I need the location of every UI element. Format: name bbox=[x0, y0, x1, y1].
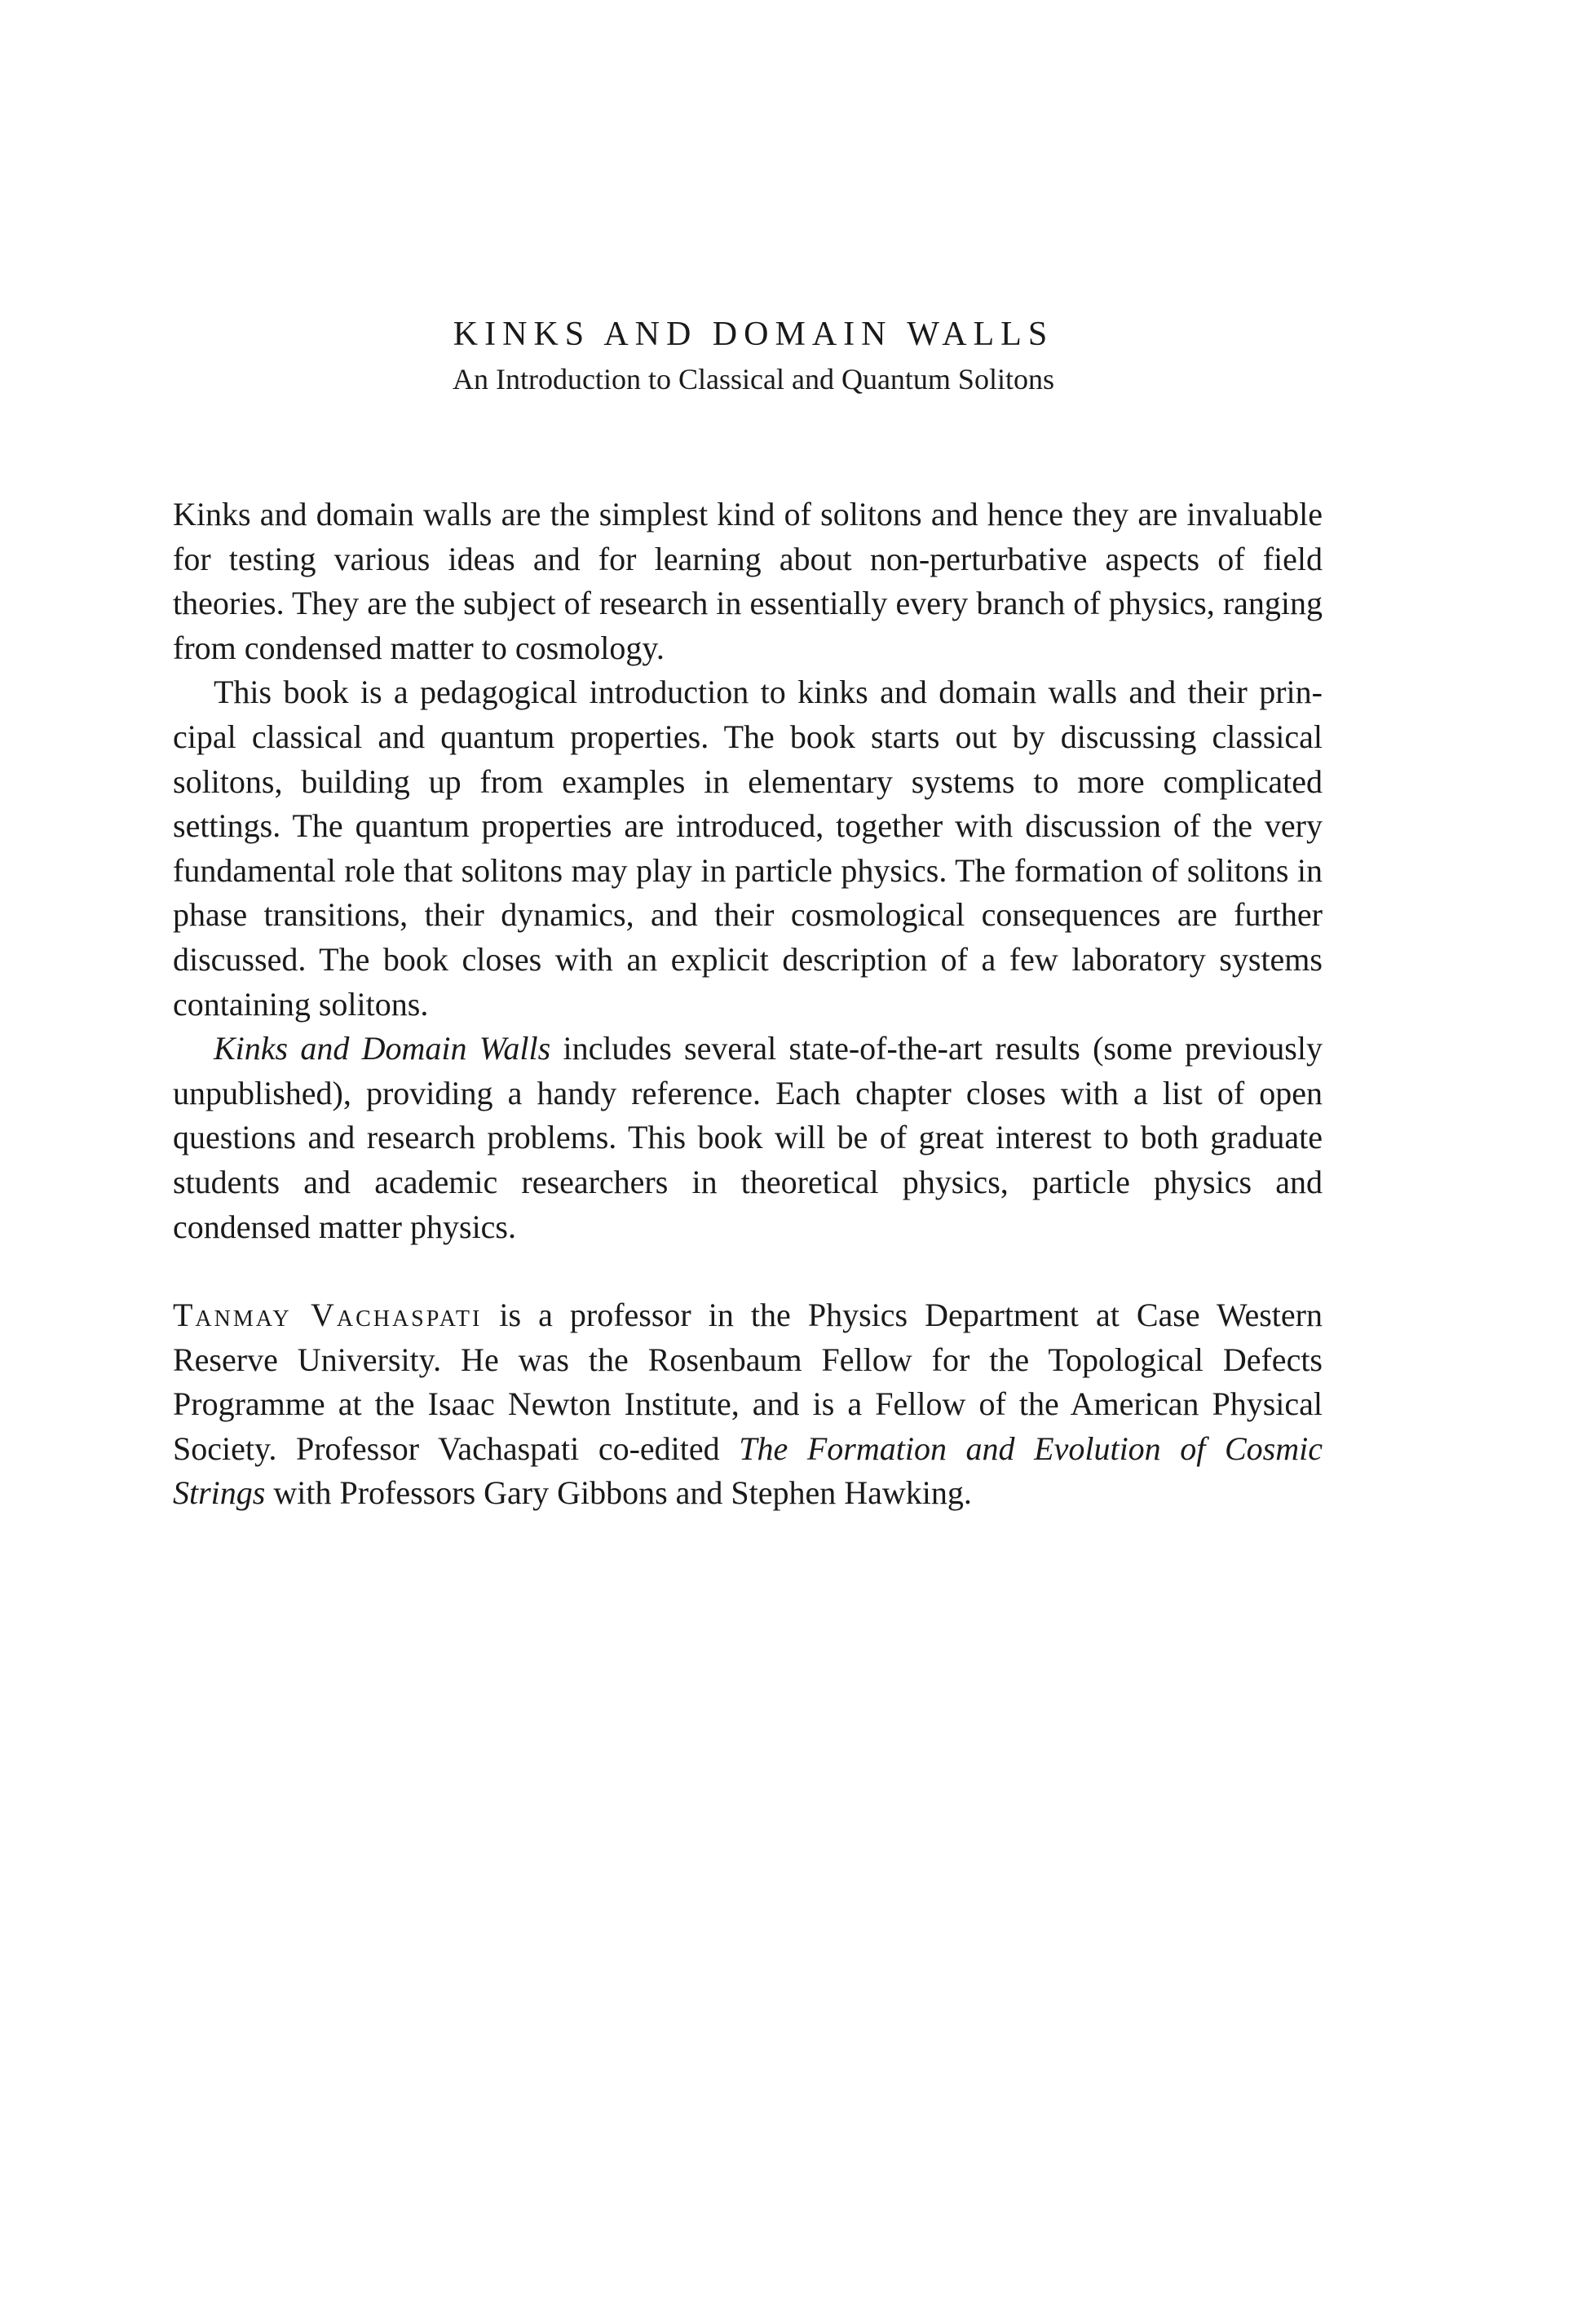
author-bio-text-2: with Professors Gary Gibbons and Stephen Hawking. bbox=[265, 1474, 972, 1512]
description-paragraph-2: This book is a pedagogical introduction to kinks and domain walls and their principal classical and quantum properties. The book starts out by discussing classical solitons, building up from examples in elementary systems to more complicated settings. The quantum properties are introduced, together with discussion of the very fundamental role that solitons may play in particle physics. The formation of solitons in phase transitions, their dynamics, and their cosmological consequences are further discussed. The book closes with an explicit description of a few laboratory systems containing solitons. bbox=[173, 674, 1323, 1023]
author-name: Tanmay Vachaspati bbox=[173, 1297, 483, 1333]
book-description bbox=[173, 493, 1323, 1249]
description-paragraph-1: Kinks and domain walls are the simplest kind of solitons and hence they are invaluable for testing various ideas and for learning about non-perturbative aspects of field theories. They are the subject of research in essentially every branch of physics, ranging from condensed matter to cosmology. bbox=[173, 496, 1323, 666]
description-paragraph-3 bbox=[173, 1027, 1323, 1249]
description-paragraph-3-text: includes several state-of-the-art results (some previously unpublished), providing a handy reference. Each chapter closes with a list of open questions and research problems. This book will be of great interest to both graduate students and academic researchers in theoretical physics, particle physics and condensed matter physics. bbox=[173, 1030, 1323, 1245]
book-title-reference: Kinks and Domain Walls bbox=[214, 1030, 551, 1067]
title-block bbox=[0, 314, 1507, 397]
author-bio bbox=[173, 1293, 1323, 1516]
edited-book-title: The Formation and Evolution of Cosmic Strings bbox=[173, 1429, 1323, 1512]
author-bio-text-1: is a professor in the Physics Department at Case Western Reserve University. He was the Rosenbaum Fellow for the Topological Defects Programme at the Isaac Newton Institute, and is a Fellow of the American Physical Society. Professor Vachaspati co-edited bbox=[173, 1297, 1323, 1467]
book-subtitle: An Introduction to Classical and Quantum Solitons bbox=[453, 363, 1054, 395]
book-title: KINKS AND DOMAIN WALLS bbox=[453, 316, 1054, 353]
